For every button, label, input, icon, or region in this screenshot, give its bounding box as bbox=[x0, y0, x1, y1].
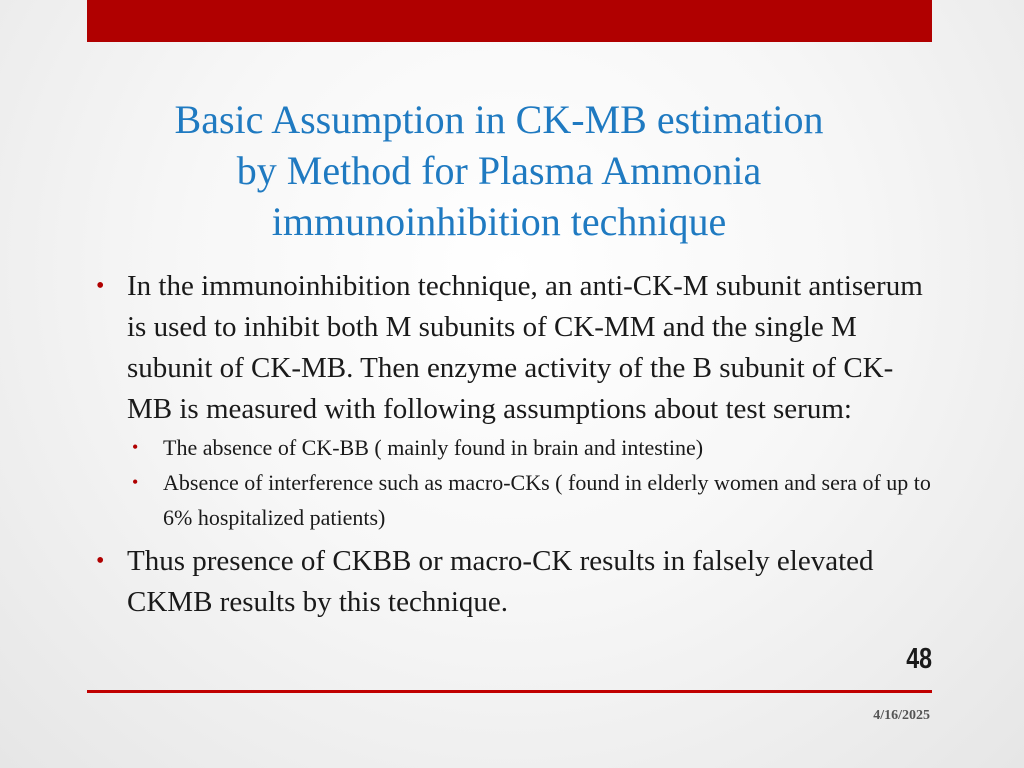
bullet-dot-icon: • bbox=[132, 472, 139, 492]
slide-date: 4/16/2025 bbox=[873, 708, 930, 723]
sub-bullet-text: The absence of CK-BB ( mainly found in brain and intestine) bbox=[163, 435, 704, 460]
page-number: 48 bbox=[906, 643, 932, 675]
bullet-dot-icon: • bbox=[96, 273, 105, 299]
sub-bullet-item bbox=[96, 465, 932, 535]
top-accent-bar bbox=[87, 0, 932, 42]
bullet-item bbox=[96, 541, 932, 623]
slide-title-line: immunoinhibition technique bbox=[271, 199, 727, 244]
slide-title-line: Basic Assumption in CK-MB estimation bbox=[174, 97, 824, 142]
bullet-item bbox=[96, 266, 932, 430]
bullet-text: Thus presence of CKBB or macro-CK results in falsely elevated CKMB results by this technique. bbox=[127, 545, 874, 618]
slide-title-line: by Method for Plasma Ammonia bbox=[236, 148, 762, 193]
bottom-divider bbox=[87, 690, 932, 693]
slide-body bbox=[96, 266, 932, 623]
bullet-dot-icon: • bbox=[96, 548, 105, 574]
sub-bullet-text: Absence of interference such as macro-CKs ( found in elderly women and sera of up to 6% hospitalized patients) bbox=[163, 470, 931, 530]
bullet-dot-icon: • bbox=[132, 437, 139, 457]
slide-title bbox=[87, 94, 911, 247]
bullet-text: In the immunoinhibition technique, an anti-CK-M subunit antiserum is used to inhibit both M subunits of CK-MM and the single M subunit of CK-MB. Then enzyme activity of the B subunit of CK-MB is measured with following assumptions about test serum: bbox=[127, 270, 923, 425]
sub-bullet-item bbox=[96, 430, 932, 465]
